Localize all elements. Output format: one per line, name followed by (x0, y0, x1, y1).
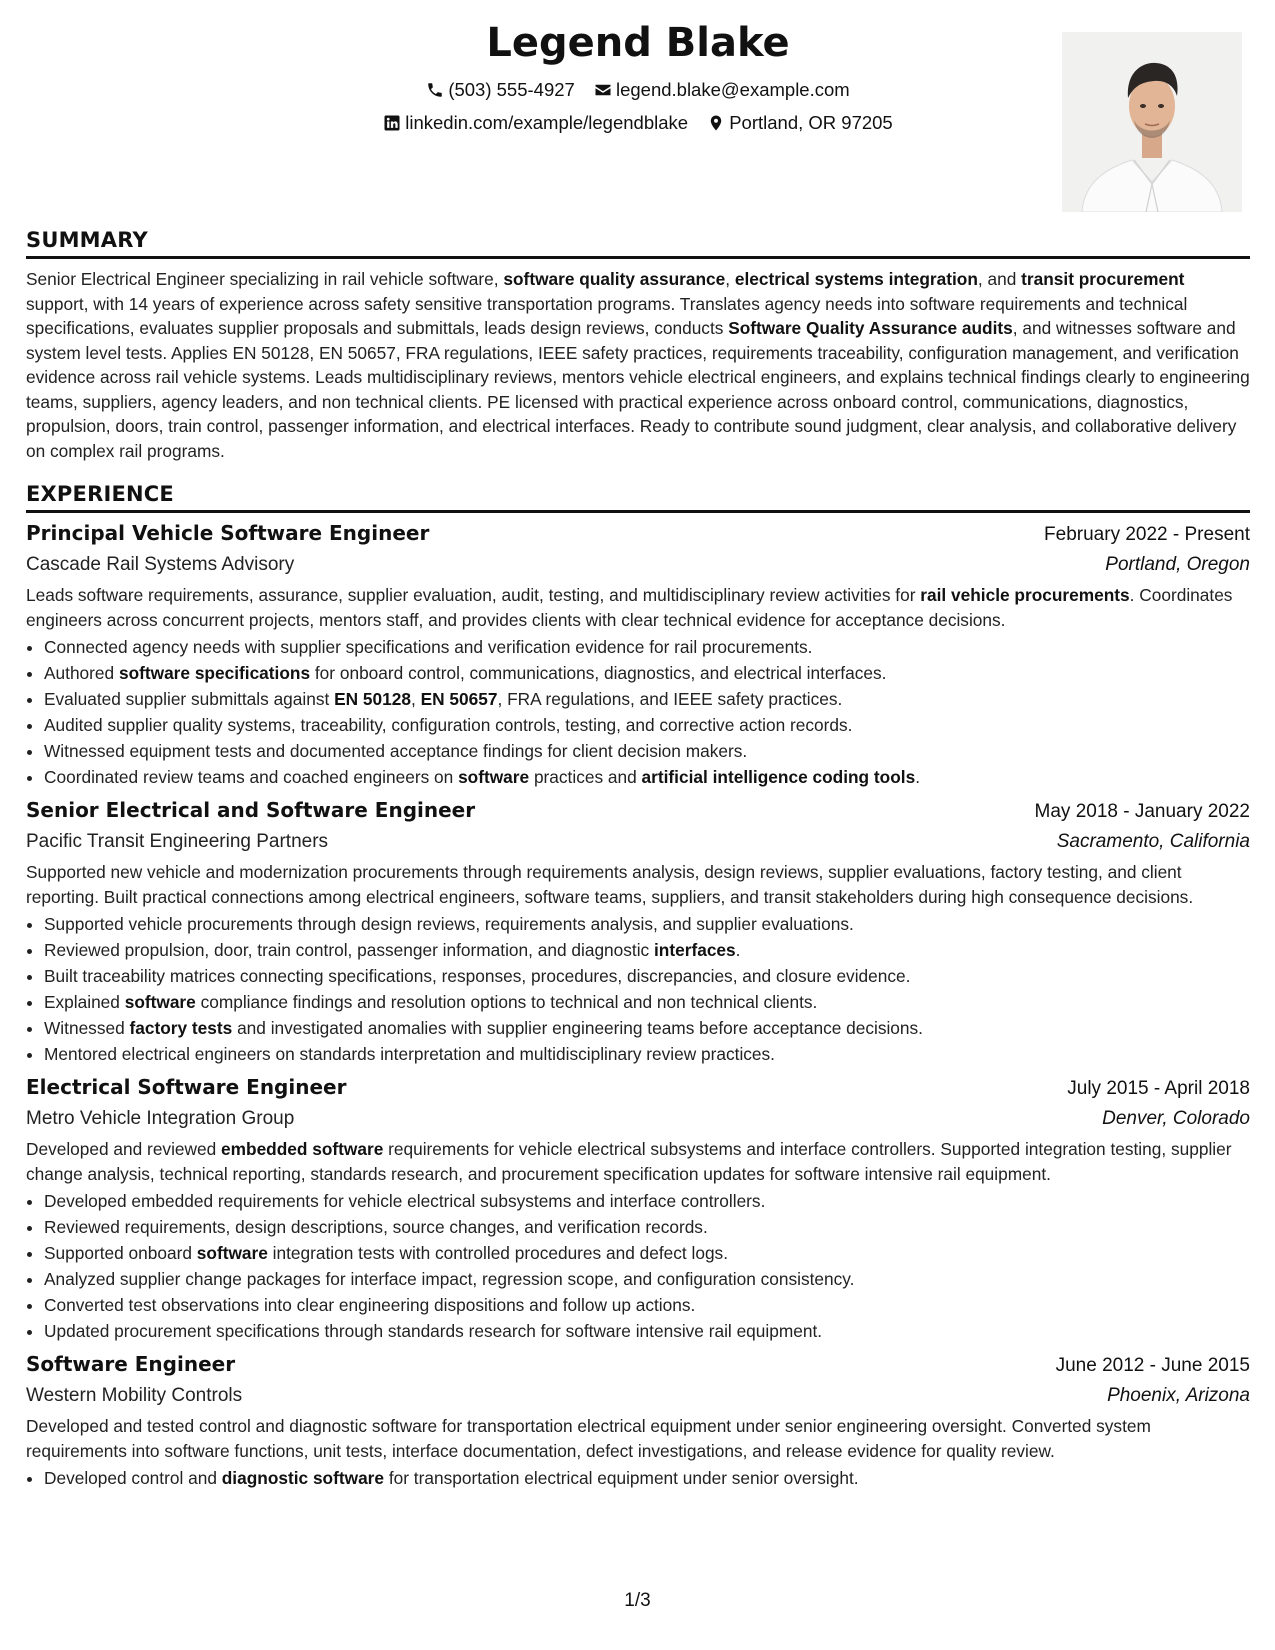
text-run: Evaluated supplier submittals against (44, 689, 335, 709)
job-entry (26, 521, 1250, 790)
job-subheader (26, 1108, 1250, 1130)
bold-text: electrical systems integration (734, 269, 978, 289)
text-run: Leads software requirements, assurance, supplier evaluation, audit, testing, and multidisciplinary review activities for (26, 585, 921, 605)
email-text[interactable]: legend.blake@example.com (615, 79, 850, 100)
text-run: . (735, 940, 741, 960)
company-name: Western Mobility Controls (26, 1385, 243, 1406)
job-location: Portland, Oregon (1105, 554, 1250, 575)
envelope-icon (594, 81, 612, 99)
text-run: Audited supplier quality systems, traceability, configuration controls, testing, and corrective action records. (44, 715, 853, 735)
text-run: Senior Electrical Engineer specializing in rail vehicle software, (26, 269, 504, 289)
text-run: compliance findings and resolution options to technical and non technical clients. (195, 992, 818, 1012)
text-run: Built traceability matrices connecting specifications, responses, procedures, discrepancies, and closure evidence. (44, 966, 911, 986)
job-title: Principal Vehicle Software Engineer (26, 521, 430, 545)
job-subheader (26, 554, 1250, 576)
text-run: Mentored electrical engineers on standards interpretation and multidisciplinary review practices. (44, 1044, 775, 1064)
bold-text: software quality assurance (503, 269, 726, 289)
bold-text: rail vehicle procurements (920, 585, 1130, 605)
bold-text: Software Quality Assurance audits (728, 318, 1013, 338)
text-run: Witnessed equipment tests and documented acceptance findings for client decision makers. (44, 741, 748, 761)
text-run: requirements for vehicle electrical subsystems and interface controllers. Supported integration testing, supplier change analysis, technical reporting, standards research, and procurement specification updates for software intensive rail equipment. (26, 1139, 1232, 1184)
job-subheader (26, 831, 1250, 853)
phone-icon (426, 81, 444, 99)
bold-text: factory tests (129, 1018, 233, 1038)
bullet-item (44, 686, 1250, 712)
text-run: for transportation electrical equipment under senior oversight. (384, 1468, 859, 1488)
profile-photo (1062, 32, 1242, 212)
job-dates: June 2012 - June 2015 (1055, 1355, 1250, 1376)
bold-text: software (124, 992, 196, 1012)
bullet-item (44, 1188, 1250, 1214)
bullet-item (44, 1318, 1250, 1344)
job-subheader (26, 1385, 1250, 1407)
text-run: Analyzed supplier change packages for interface impact, regression scope, and configuration consistency. (44, 1269, 855, 1289)
bullet-item (44, 1240, 1250, 1266)
text-run: . (915, 767, 921, 787)
job-header (26, 1075, 1250, 1100)
job-dates: July 2015 - April 2018 (1067, 1078, 1250, 1099)
page-number: 1/3 (624, 1590, 651, 1611)
bullet-item (44, 1292, 1250, 1318)
bullet-item (44, 634, 1250, 660)
bold-text: software (196, 1243, 268, 1263)
job-bullets (26, 1465, 1250, 1491)
job-dates: February 2022 - Present (1044, 524, 1250, 545)
text-run: and investigated anomalies with supplier engineering teams before acceptance decisions. (232, 1018, 923, 1038)
job-title: Electrical Software Engineer (26, 1075, 347, 1099)
bullet-item (44, 937, 1250, 963)
text-run: Coordinated review teams and coached engineers on (44, 767, 459, 787)
bullet-item (44, 963, 1250, 989)
job-description (26, 1414, 1250, 1463)
email-contact[interactable] (594, 79, 850, 101)
text-run: , FRA regulations, and IEEE safety practices. (497, 689, 843, 709)
job-header (26, 798, 1250, 823)
bold-text: EN 50128 (334, 689, 411, 709)
text-run: , and witnesses software and system level tests. Applies EN 50128, EN 50657, FRA regulations, IEEE safety practices, requirements traceability, configuration management, and verification evidence across rail vehicle systems. Leads multidisciplinary reviews, mentors vehicle electrical engineers, and explains technical findings clearly to engineering teams, suppliers, agency leaders, and non technical clients. PE licensed with practical experience across onboard control, communications, diagnostics, propulsion, doors, train control, passenger information, and electrical interfaces. Ready to contribute sound judgment, clear analysis, and collaborative delivery on complex rail programs. (26, 318, 1250, 461)
job-location: Denver, Colorado (1102, 1108, 1250, 1129)
bold-text: artificial intelligence coding tools (641, 767, 916, 787)
summary-text (26, 267, 1250, 463)
job-entry (26, 1075, 1250, 1344)
text-run: Developed and reviewed (26, 1139, 222, 1159)
job-title: Software Engineer (26, 1352, 236, 1376)
linkedin-icon (383, 114, 401, 132)
text-run: for onboard control, communications, diagnostics, and electrical interfaces. (310, 663, 887, 683)
job-description (26, 860, 1250, 909)
text-run: Connected agency needs with supplier specifications and verification evidence for rail procurements. (44, 637, 813, 657)
bullet-item (44, 911, 1250, 937)
bullet-item (44, 1266, 1250, 1292)
linkedin-text[interactable]: linkedin.com/example/legendblake (405, 112, 689, 133)
resume-header (26, 0, 1250, 230)
bullet-item (44, 660, 1250, 686)
job-list (26, 521, 1250, 1491)
summary-section (26, 228, 1250, 463)
linkedin-contact[interactable] (383, 112, 688, 134)
bullet-item (44, 738, 1250, 764)
location-contact (707, 112, 893, 134)
text-run: Authored (44, 663, 119, 683)
job-entry (26, 798, 1250, 1067)
job-bullets (26, 911, 1250, 1067)
text-run: , (725, 269, 735, 289)
job-bullets (26, 634, 1250, 790)
job-dates: May 2018 - January 2022 (1034, 801, 1250, 822)
bold-text: transit procurement (1021, 269, 1185, 289)
company-name: Metro Vehicle Integration Group (26, 1108, 295, 1129)
company-name: Pacific Transit Engineering Partners (26, 831, 329, 852)
bold-text: software (458, 767, 530, 787)
phone-contact (426, 79, 575, 101)
location-text: Portland, OR 97205 (729, 112, 893, 133)
text-run: support, with 14 years of experience across safety sensitive transportation programs. Translates agency needs into software requirements and technical specifications, evaluates supplier proposals and submittals, leads design reviews, conducts (26, 293, 1188, 338)
job-header (26, 1352, 1250, 1377)
text-run: , (410, 689, 421, 709)
text-run: . Coordinates engineers across concurrent projects, mentors staff, and provides clients with clear technical evidence for acceptance decisions. (26, 585, 1233, 630)
bullet-item (44, 989, 1250, 1015)
bullet-item (44, 764, 1250, 790)
experience-section (26, 482, 1250, 1491)
job-title: Senior Electrical and Software Engineer (26, 798, 476, 822)
text-run: Explained (44, 992, 125, 1012)
text-run: Reviewed propulsion, door, train control, passenger information, and diagnostic (44, 940, 654, 960)
bold-text: interfaces (654, 940, 736, 960)
text-run: Supported onboard (44, 1243, 197, 1263)
summary-heading: SUMMARY (26, 228, 1250, 259)
text-run: integration tests with controlled procedures and defect logs. (267, 1243, 728, 1263)
bold-text: EN 50657 (420, 689, 498, 709)
text-run: Supported vehicle procurements through design reviews, requirements analysis, and supplier evaluations. (44, 914, 854, 934)
job-description (26, 1137, 1250, 1186)
bullet-item (44, 1214, 1250, 1240)
job-location: Phoenix, Arizona (1107, 1385, 1250, 1406)
job-header (26, 521, 1250, 546)
text-run: Supported new vehicle and modernization procurements through requirements analysis, design reviews, supplier evaluations, factory testing, and client reporting. Built practical connections among electrical engineers, software teams, suppliers, and transit stakeholders during high consequence decisions. (26, 862, 1194, 907)
text-run: practices and (529, 767, 642, 787)
company-name: Cascade Rail Systems Advisory (26, 554, 295, 575)
bold-text: diagnostic software (221, 1468, 385, 1488)
text-run: Developed embedded requirements for vehicle electrical subsystems and interface controllers. (44, 1191, 766, 1211)
resume-page (26, 0, 1250, 1650)
text-run: Developed control and (44, 1468, 222, 1488)
candidate-name: Legend Blake (486, 20, 790, 66)
bullet-item (44, 1041, 1250, 1067)
job-description (26, 583, 1250, 632)
text-run: Reviewed requirements, design descriptions, source changes, and verification records. (44, 1217, 708, 1237)
bullet-item (44, 1015, 1250, 1041)
phone-text: (503) 555-4927 (448, 79, 575, 100)
bullet-item (44, 712, 1250, 738)
experience-heading: EXPERIENCE (26, 482, 1250, 513)
bold-text: software specifications (118, 663, 311, 683)
text-run: , and (977, 269, 1022, 289)
map-pin-icon (707, 114, 725, 132)
job-bullets (26, 1188, 1250, 1344)
job-entry (26, 1352, 1250, 1491)
text-run: Converted test observations into clear engineering dispositions and follow up actions. (44, 1295, 696, 1315)
bold-text: embedded software (221, 1139, 384, 1159)
bullet-item (44, 1465, 1250, 1491)
text-run: Witnessed (44, 1018, 130, 1038)
text-run: Developed and tested control and diagnostic software for transportation electrical equipment under senior engineering oversight. Converted system requirements into software functions, unit tests, interface documentation, defect investigations, and release evidence for quality review. (26, 1416, 1151, 1461)
text-run: Updated procurement specifications through standards research for software intensive rail equipment. (44, 1321, 823, 1341)
job-location: Sacramento, California (1056, 831, 1250, 852)
